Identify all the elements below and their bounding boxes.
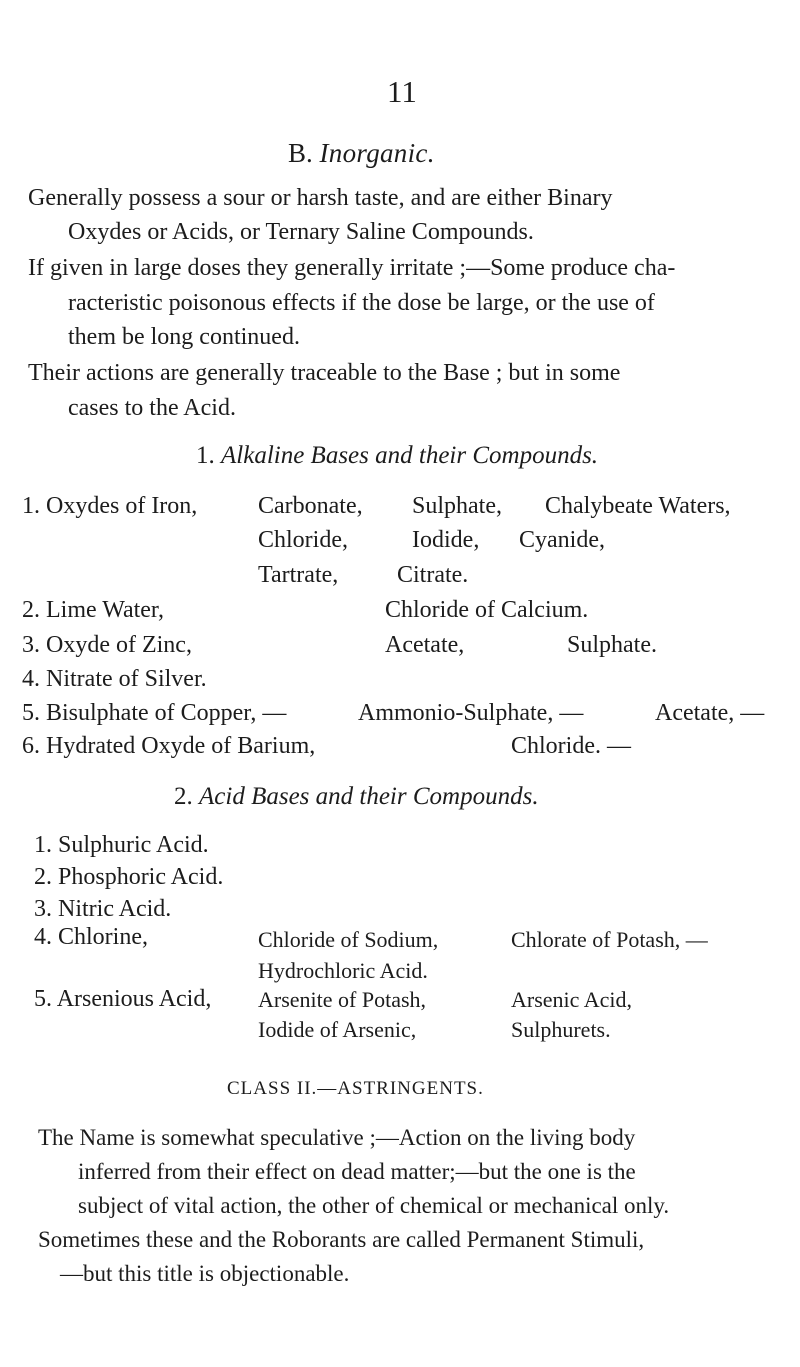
- compound: Chloride. —: [511, 733, 631, 759]
- compound: Iodide,: [412, 527, 480, 553]
- list-item: 4. Nitrate of Silver.: [22, 666, 207, 692]
- compound: Acetate, —: [655, 700, 765, 726]
- alkaline-heading-title: Alkaline Bases and their Compounds.: [221, 442, 599, 469]
- compound: Sulphurets.: [511, 1017, 611, 1042]
- intro-line: Their actions are generally traceable to the Base ; but in some: [28, 360, 621, 386]
- list-item: 1. Sulphuric Acid.: [34, 832, 209, 858]
- alkaline-heading: 1. Alkaline Bases and their Compounds.: [196, 442, 599, 469]
- astringent-line: The Name is somewhat speculative ;—Action on the living body: [38, 1125, 636, 1150]
- compound: Sulphate.: [567, 632, 657, 658]
- section-title: Inorganic.: [319, 138, 435, 168]
- astringent-line: Sometimes these and the Roborants are called Permanent Stimuli,: [38, 1227, 645, 1252]
- section-label: B.: [288, 138, 313, 168]
- compound: Sulphate,: [412, 493, 502, 519]
- intro-line: If given in large doses they generally irritate ;—Some produce cha-: [28, 255, 676, 281]
- acid-heading: 2. Acid Bases and their Compounds.: [174, 783, 539, 810]
- compound: Citrate.: [397, 562, 469, 588]
- intro-line: Oxydes or Acids, or Ternary Saline Compounds.: [68, 219, 534, 245]
- compound: Arsenite of Potash,: [258, 987, 427, 1012]
- compound: Chloride of Sodium,: [258, 927, 439, 952]
- list-item: 5. Arsenious Acid,: [34, 986, 212, 1012]
- compound: Acetate,: [385, 632, 465, 658]
- list-item: 6. Hydrated Oxyde of Barium,: [22, 733, 316, 759]
- list-item: 5. Bisulphate of Copper, —: [22, 700, 287, 726]
- list-item: 2. Lime Water,: [22, 597, 164, 623]
- compound: Chlorate of Potash, —: [511, 927, 708, 952]
- intro-line: cases to the Acid.: [68, 395, 236, 421]
- acid-heading-title: Acid Bases and their Compounds.: [199, 783, 539, 810]
- intro-line: them be long continued.: [68, 324, 300, 350]
- compound: Arsenic Acid,: [511, 987, 632, 1012]
- intro-line: racteristic poisonous effects if the dose be large, or the use of: [68, 290, 655, 316]
- class-heading: CLASS II.—ASTRINGENTS.: [227, 1078, 484, 1099]
- intro-line: Generally possess a sour or harsh taste, and are either Binary: [28, 185, 613, 211]
- compound: Chalybeate Waters,: [545, 493, 731, 519]
- compound: Iodide of Arsenic,: [258, 1017, 417, 1042]
- astringent-line: inferred from their effect on dead matter;—but the one is the: [78, 1159, 636, 1184]
- section-heading: [288, 138, 435, 169]
- list-item: 4. Chlorine,: [34, 924, 148, 950]
- page-number: 11: [387, 74, 417, 109]
- list-item: 2. Phosphoric Acid.: [34, 864, 224, 890]
- list-item: 3. Oxyde of Zinc,: [22, 632, 192, 658]
- compound: Chloride,: [258, 527, 348, 553]
- astringent-line: subject of vital action, the other of chemical or mechanical only.: [78, 1193, 670, 1218]
- compound: Carbonate,: [258, 493, 363, 519]
- list-item: 3. Nitric Acid.: [34, 896, 172, 922]
- compound: Hydrochloric Acid.: [258, 958, 428, 983]
- compound: Chloride of Calcium.: [385, 597, 589, 623]
- list-item: 1. Oxydes of Iron,: [22, 493, 198, 519]
- astringent-line: —but this title is objectionable.: [60, 1261, 350, 1286]
- compound: Tartrate,: [258, 562, 339, 588]
- compound: Ammonio-Sulphate, —: [358, 700, 584, 726]
- compound: Cyanide,: [519, 527, 605, 553]
